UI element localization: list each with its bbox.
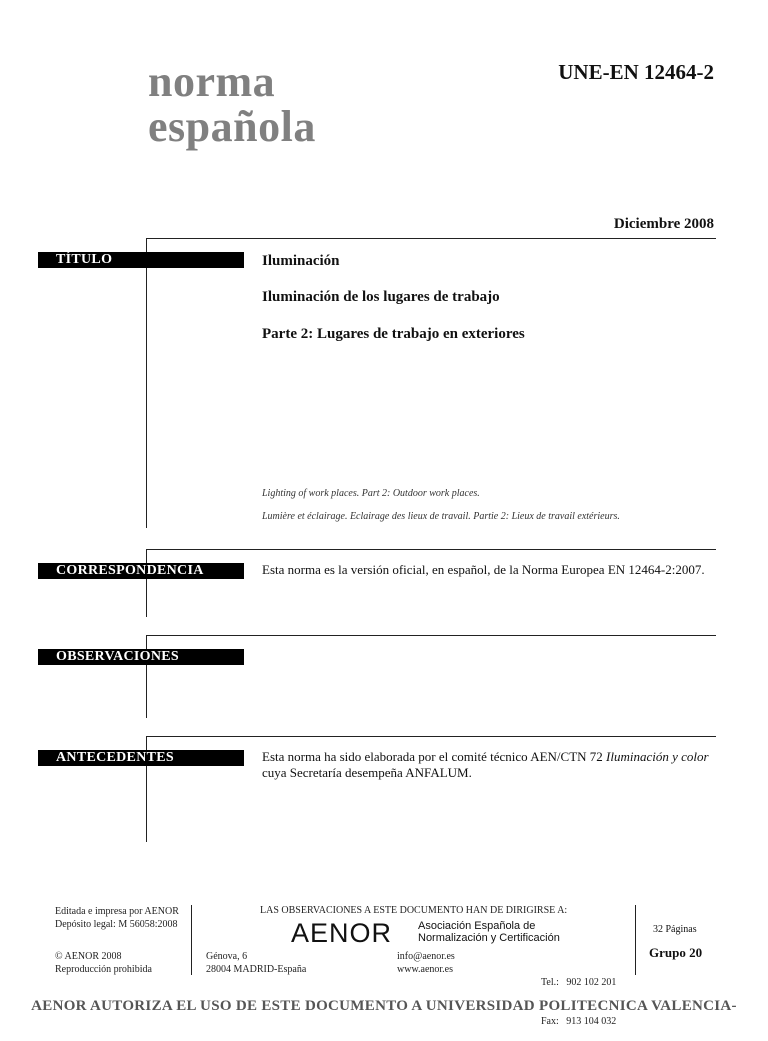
- footer-address: [206, 950, 306, 976]
- title-line-1: Iluminación: [262, 253, 340, 269]
- footer-tel: Tel.: 902 102 201: [541, 977, 617, 988]
- aenor-association-line2: Normalización y Certificación: [418, 932, 560, 944]
- footer-edited: [55, 905, 179, 931]
- standard-code: UNE-EN 12464-2: [558, 60, 714, 84]
- antecedentes-text-b: cuya Secretaría desempeña ANFALUM.: [262, 765, 472, 780]
- publication-date: Diciembre 2008: [613, 216, 714, 232]
- brand-title-line2: española: [148, 102, 316, 151]
- correspondencia-top-rule: [146, 549, 716, 550]
- footer-phones: [541, 950, 616, 1041]
- titulo-label: TÍTULO: [38, 252, 244, 268]
- footer-fax: Fax: 913 104 032: [541, 1016, 617, 1027]
- footer-web: www.aenor.es: [397, 964, 454, 975]
- observaciones-top-rule: [146, 635, 716, 636]
- footer-edited-by: Editada e impresa por AENOR: [55, 906, 179, 917]
- footer-city: 28004 MADRID-España: [206, 964, 307, 975]
- footer-reproduction: Reproducción prohibida: [55, 964, 152, 975]
- title-line-3: Parte 2: Lugares de trabajo en exteriores: [262, 326, 525, 342]
- title-line-2: Iluminación de los lugares de trabajo: [262, 289, 500, 305]
- footer-deposito-legal: Depósito legal: M 56058:2008: [55, 919, 178, 930]
- page-count: 32 Páginas: [653, 924, 697, 935]
- observaciones-label: OBSERVACIONES: [38, 649, 244, 665]
- footer-observations-notice: LAS OBSERVACIONES A ESTE DOCUMENTO HAN DE DIRIGIRSE A:: [260, 905, 568, 916]
- antecedentes-text-a: Esta norma ha sido elaborada por el comité técnico AEN/CTN 72: [262, 749, 607, 764]
- title-translation-french: Lumière et éclairage. Eclairage des lieux de travail. Partie 2: Lieux de travail extérieurs.: [262, 511, 620, 522]
- title-translation-english: Lighting of work places. Part 2: Outdoor work places.: [262, 488, 480, 499]
- antecedentes-top-rule: [146, 736, 716, 737]
- aenor-association-name: [418, 920, 560, 944]
- price-group: Grupo 20: [649, 945, 703, 960]
- footer-contact: [397, 950, 455, 976]
- observaciones-vertical-rule: [146, 635, 147, 718]
- correspondencia-text: Esta norma es la versión oficial, en español, de la Norma Europea EN 12464-2:2007.: [262, 562, 705, 577]
- aenor-association-line1: Asociación Española de: [418, 920, 536, 932]
- footer-copyright-line: © AENOR 2008: [55, 951, 122, 962]
- footer-street: Génova, 6: [206, 951, 248, 962]
- titulo-top-rule: [146, 238, 716, 239]
- footer-left-divider: [191, 905, 192, 975]
- license-notice: AENOR AUTORIZA EL USO DE ESTE DOCUMENTO A UNIVERSIDAD POLITECNICA VALENCIA-: [31, 998, 737, 1014]
- titulo-vertical-rule: [146, 238, 147, 528]
- correspondencia-label: CORRESPONDENCIA: [38, 563, 244, 579]
- antecedentes-text: [262, 749, 722, 781]
- footer-right-divider: [635, 905, 636, 975]
- correspondencia-vertical-rule: [146, 549, 147, 617]
- antecedentes-text-italic: Iluminación y color: [606, 749, 709, 764]
- brand-title-line1: norma: [148, 57, 276, 106]
- aenor-logo: AENOR: [291, 918, 393, 948]
- antecedentes-label: ANTECEDENTES: [38, 750, 244, 766]
- footer-email: info@aenor.es: [397, 951, 455, 962]
- footer-copyright: [55, 950, 152, 976]
